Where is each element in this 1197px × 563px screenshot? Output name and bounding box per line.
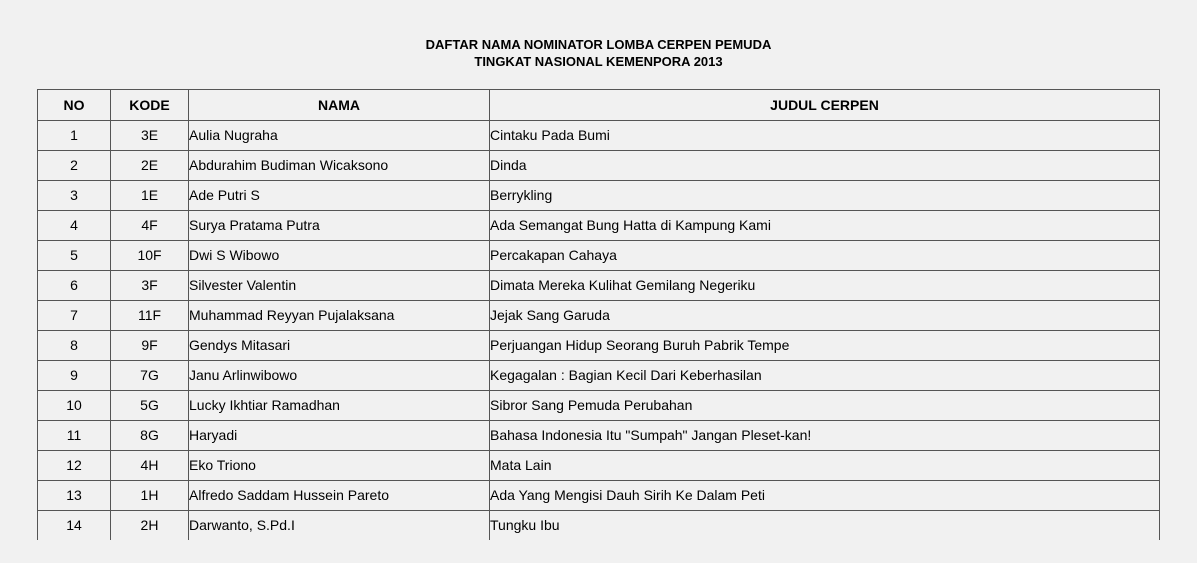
cell-nama: Muhammad Reyyan Pujalaksana (189, 301, 490, 331)
cell-judul: Dimata Mereka Kulihat Gemilang Negeriku (490, 271, 1160, 301)
table-row (38, 391, 1160, 421)
cell-judul: Mata Lain (490, 451, 1160, 481)
cell-nama: Dwi S Wibowo (189, 241, 490, 271)
cell-judul: Dinda (490, 151, 1160, 181)
cell-no: 9 (38, 361, 111, 391)
table-row (38, 421, 1160, 451)
cell-no: 6 (38, 271, 111, 301)
cell-kode: 4F (111, 211, 189, 241)
cell-kode: 2E (111, 151, 189, 181)
cell-no: 14 (38, 511, 111, 541)
cell-nama: Surya Pratama Putra (189, 211, 490, 241)
cell-no: 7 (38, 301, 111, 331)
cell-kode: 9F (111, 331, 189, 361)
column-header-judul: JUDUL CERPEN (490, 90, 1160, 121)
cell-no: 4 (38, 211, 111, 241)
cell-nama: Eko Triono (189, 451, 490, 481)
cell-no: 2 (38, 151, 111, 181)
table-row (38, 181, 1160, 211)
cell-judul: Cintaku Pada Bumi (490, 121, 1160, 151)
table-row (38, 241, 1160, 271)
column-header-no: NO (38, 90, 111, 121)
cell-kode: 3E (111, 121, 189, 151)
cell-judul: Jejak Sang Garuda (490, 301, 1160, 331)
cell-judul: Ada Yang Mengisi Dauh Sirih Ke Dalam Peti (490, 481, 1160, 511)
table-row (38, 211, 1160, 241)
cell-kode: 7G (111, 361, 189, 391)
cell-nama: Abdurahim Budiman Wicaksono (189, 151, 490, 181)
cell-kode: 2H (111, 511, 189, 541)
cell-judul: Bahasa Indonesia Itu "Sumpah" Jangan Pleset-kan! (490, 421, 1160, 451)
cell-no: 5 (38, 241, 111, 271)
cell-judul: Berrykling (490, 181, 1160, 211)
cell-judul: Percakapan Cahaya (490, 241, 1160, 271)
cell-no: 1 (38, 121, 111, 151)
cell-judul: Sibror Sang Pemuda Perubahan (490, 391, 1160, 421)
column-header-kode: KODE (111, 90, 189, 121)
cell-no: 13 (38, 481, 111, 511)
cell-nama: Aulia Nugraha (189, 121, 490, 151)
cell-nama: Silvester Valentin (189, 271, 490, 301)
cell-kode: 8G (111, 421, 189, 451)
cell-judul: Kegagalan : Bagian Kecil Dari Keberhasilan (490, 361, 1160, 391)
cell-kode: 10F (111, 241, 189, 271)
table-row (38, 301, 1160, 331)
cell-judul: Tungku Ibu (490, 511, 1160, 541)
cell-kode: 4H (111, 451, 189, 481)
table-row (38, 151, 1160, 181)
table-row (38, 121, 1160, 151)
cell-no: 8 (38, 331, 111, 361)
cell-nama: Janu Arlinwibowo (189, 361, 490, 391)
cell-no: 10 (38, 391, 111, 421)
cell-no: 3 (38, 181, 111, 211)
cell-kode: 1E (111, 181, 189, 211)
cell-judul: Ada Semangat Bung Hatta di Kampung Kami (490, 211, 1160, 241)
cell-no: 12 (38, 451, 111, 481)
cell-nama: Darwanto, S.Pd.I (189, 511, 490, 541)
cell-kode: 5G (111, 391, 189, 421)
cell-nama: Gendys Mitasari (189, 331, 490, 361)
table-row (38, 361, 1160, 391)
table-row (38, 271, 1160, 301)
cell-nama: Lucky Ikhtiar Ramadhan (189, 391, 490, 421)
cell-judul: Perjuangan Hidup Seorang Buruh Pabrik Tempe (490, 331, 1160, 361)
cell-nama: Ade Putri S (189, 181, 490, 211)
title-line-2: TINGKAT NASIONAL KEMENPORA 2013 (474, 54, 723, 69)
document-title (0, 36, 1197, 70)
cell-no: 11 (38, 421, 111, 451)
table-row (38, 451, 1160, 481)
title-line-1: DAFTAR NAMA NOMINATOR LOMBA CERPEN PEMUDA (425, 37, 772, 52)
cell-kode: 3F (111, 271, 189, 301)
table-header-row (38, 90, 1160, 121)
cell-kode: 1H (111, 481, 189, 511)
table-row (38, 481, 1160, 511)
nominee-table (37, 89, 1160, 540)
table-body (38, 121, 1160, 541)
table-row (38, 511, 1160, 541)
column-header-nama: NAMA (189, 90, 490, 121)
cell-nama: Alfredo Saddam Hussein Pareto (189, 481, 490, 511)
cell-kode: 11F (111, 301, 189, 331)
cell-nama: Haryadi (189, 421, 490, 451)
table-row (38, 331, 1160, 361)
